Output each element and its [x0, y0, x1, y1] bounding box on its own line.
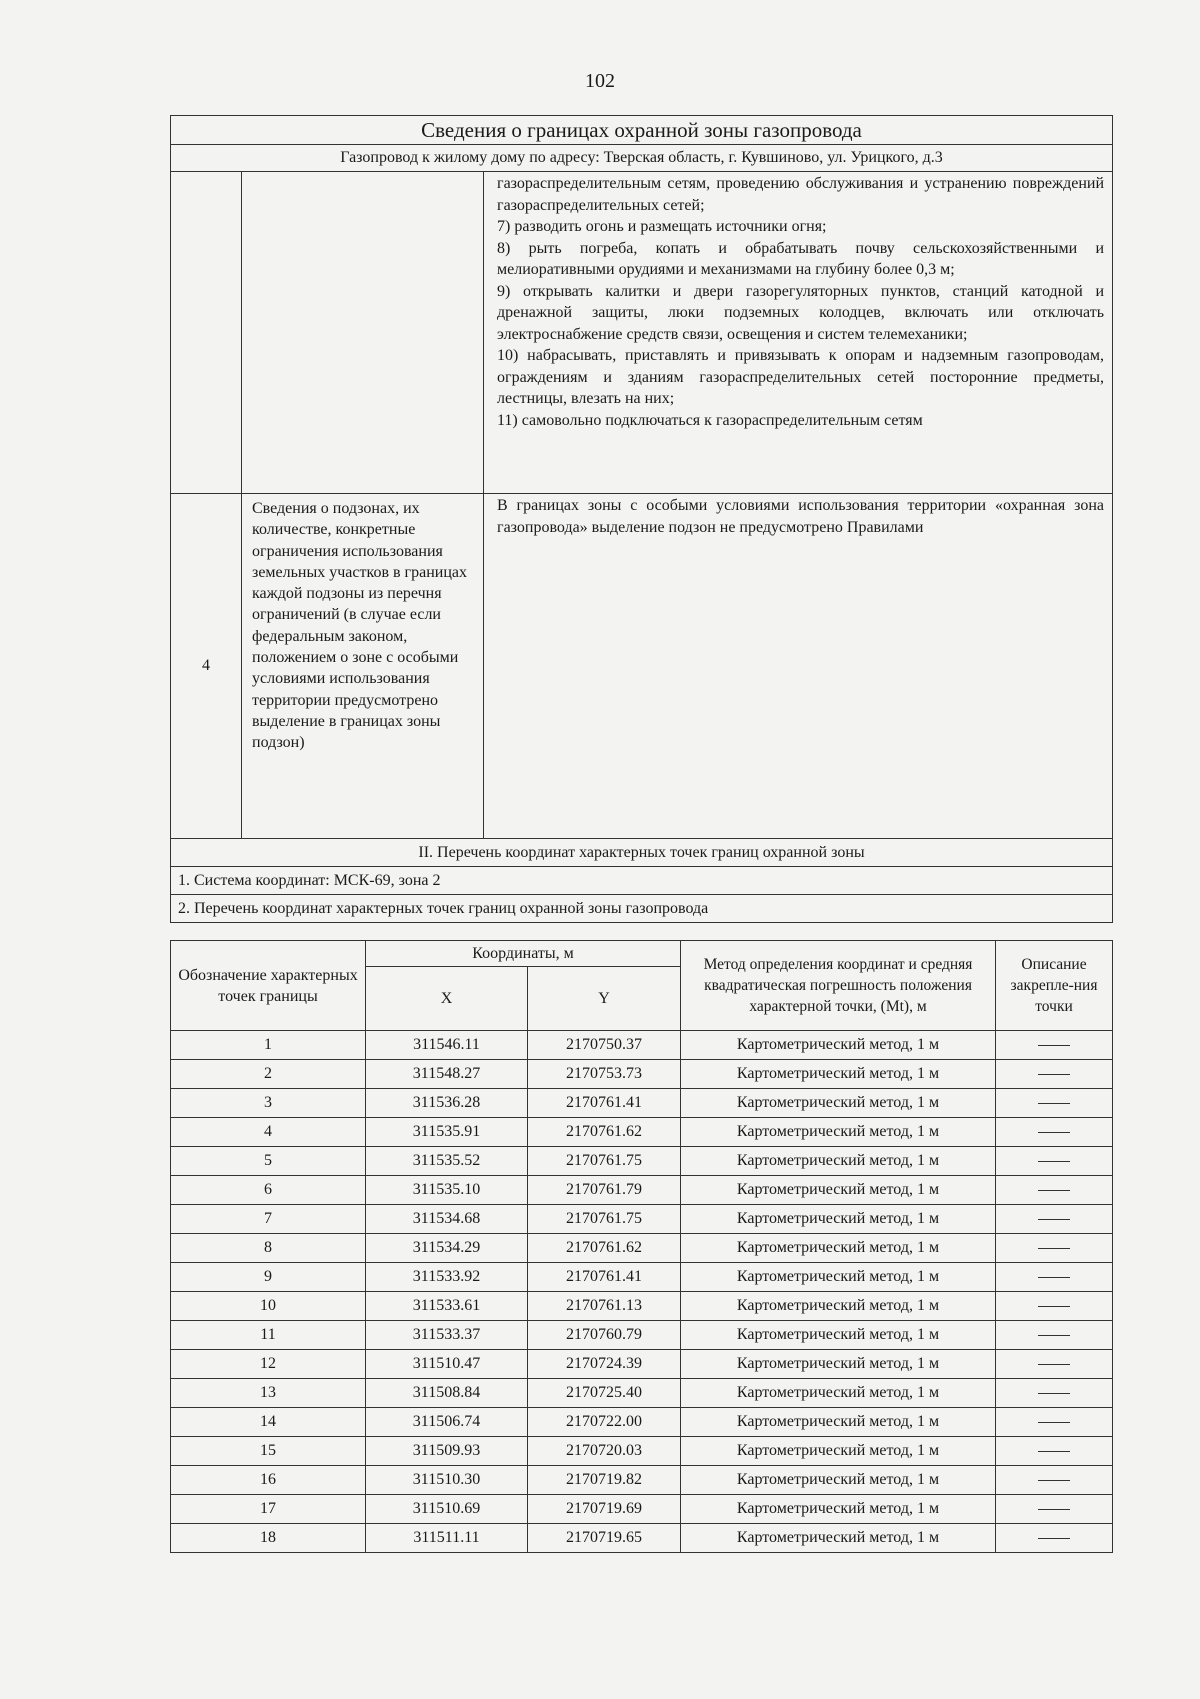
point-number: 6: [171, 1176, 366, 1205]
description-cell: [996, 1263, 1113, 1292]
dash-mark: [1038, 1451, 1070, 1452]
coord-y: 2170761.79: [528, 1176, 681, 1205]
coord-y: 2170761.75: [528, 1147, 681, 1176]
table-row: [171, 1205, 1113, 1234]
table-row: [171, 1408, 1113, 1437]
table-row: [171, 1176, 1113, 1205]
method-cell: Картометрический метод, 1 м: [681, 1321, 996, 1350]
coord-x: 311510.69: [366, 1495, 528, 1524]
coord-system: 1. Система координат: МСК-69, зона 2: [171, 867, 1113, 895]
point-number: 13: [171, 1379, 366, 1408]
coordinates-table: [170, 940, 1113, 1553]
description-cell: [996, 1524, 1113, 1553]
dash-mark: [1038, 1422, 1070, 1423]
document-title: Сведения о границах охранной зоны газопровода: [171, 116, 1113, 145]
description-cell: [996, 1321, 1113, 1350]
coordinates-header: Координаты, м: [366, 941, 681, 967]
point-number: 3: [171, 1089, 366, 1118]
point-number: 8: [171, 1234, 366, 1263]
subzones-content: В границах зоны с особыми условиями использования территории «охранная зона газопровода» выделение подзон не предусмотрено Правилами: [484, 494, 1113, 839]
description-cell: [996, 1437, 1113, 1466]
coord-y: 2170725.40: [528, 1379, 681, 1408]
point-number: 1: [171, 1031, 366, 1060]
point-number: 10: [171, 1292, 366, 1321]
table-row: [171, 1466, 1113, 1495]
coord-y: 2170719.82: [528, 1466, 681, 1495]
row-label-cont: [242, 172, 484, 494]
dash-mark: [1038, 1393, 1070, 1394]
point-number: 4: [171, 1118, 366, 1147]
row-number: 4: [171, 494, 242, 839]
point-number: 9: [171, 1263, 366, 1292]
description-cell: [996, 1408, 1113, 1437]
method-cell: Картометрический метод, 1 м: [681, 1031, 996, 1060]
coord-x: 311534.68: [366, 1205, 528, 1234]
method-cell: Картометрический метод, 1 м: [681, 1408, 996, 1437]
coord-y: 2170761.13: [528, 1292, 681, 1321]
method-cell: Картометрический метод, 1 м: [681, 1205, 996, 1234]
description-cell: [996, 1292, 1113, 1321]
restriction-line: 7) разводить огонь и размещать источники огня;: [497, 218, 827, 235]
table-row: [171, 1118, 1113, 1147]
method-cell: Картометрический метод, 1 м: [681, 1292, 996, 1321]
dash-mark: [1038, 1074, 1070, 1075]
description-cell: [996, 1176, 1113, 1205]
method-cell: Картометрический метод, 1 м: [681, 1234, 996, 1263]
coord-y: 2170753.73: [528, 1060, 681, 1089]
method-cell: Картометрический метод, 1 м: [681, 1147, 996, 1176]
dash-mark: [1038, 1538, 1070, 1539]
restriction-line: 10) набрасывать, приставлять и привязывать к опорам и надземным газопроводам, ограждениям и зданиям газораспределительных сетей посторонние предметы, лестницы, влезать на них;: [497, 347, 1105, 407]
coord-y: 2170750.37: [528, 1031, 681, 1060]
point-number: 14: [171, 1408, 366, 1437]
coord-x: 311535.91: [366, 1118, 528, 1147]
coord-x: 311533.37: [366, 1321, 528, 1350]
description-cell: [996, 1466, 1113, 1495]
method-cell: Картометрический метод, 1 м: [681, 1118, 996, 1147]
point-number: 15: [171, 1437, 366, 1466]
restrictions-content: [484, 172, 1113, 494]
coord-y: 2170720.03: [528, 1437, 681, 1466]
description-cell: [996, 1089, 1113, 1118]
point-number: 12: [171, 1350, 366, 1379]
x-header: X: [366, 967, 528, 1031]
coord-x: 311535.10: [366, 1176, 528, 1205]
method-cell: Картометрический метод, 1 м: [681, 1524, 996, 1553]
coord-y: 2170761.62: [528, 1234, 681, 1263]
coord-y: 2170724.39: [528, 1350, 681, 1379]
description-cell: [996, 1147, 1113, 1176]
dash-mark: [1038, 1219, 1070, 1220]
restriction-line: 8) рыть погреба, копать и обрабатывать почву сельскохозяйственными и мелиоративными орудиями и механизмами на глубину более 0,3 м;: [497, 239, 1105, 278]
table-row: [171, 1147, 1113, 1176]
description-cell: [996, 1379, 1113, 1408]
method-cell: Картометрический метод, 1 м: [681, 1350, 996, 1379]
coord-x: 311508.84: [366, 1379, 528, 1408]
description-cell: [996, 1234, 1113, 1263]
description-cell: [996, 1205, 1113, 1234]
coordinates-body: [171, 1031, 1113, 1553]
point-number: 7: [171, 1205, 366, 1234]
description-cell: [996, 1495, 1113, 1524]
method-cell: Картометрический метод, 1 м: [681, 1176, 996, 1205]
coord-x: 311510.47: [366, 1350, 528, 1379]
y-header: Y: [528, 967, 681, 1031]
coord-y: 2170760.79: [528, 1321, 681, 1350]
dash-mark: [1038, 1045, 1070, 1046]
method-cell: Картометрический метод, 1 м: [681, 1060, 996, 1089]
description-header: Описание закрепле-ния точки: [996, 941, 1113, 1031]
coord-y: 2170761.41: [528, 1263, 681, 1292]
dash-mark: [1038, 1335, 1070, 1336]
method-cell: Картометрический метод, 1 м: [681, 1379, 996, 1408]
dash-mark: [1038, 1190, 1070, 1191]
point-number: 16: [171, 1466, 366, 1495]
coord-y: 2170719.65: [528, 1524, 681, 1553]
designation-header: Обозначение характерных точек границы: [171, 941, 366, 1031]
restriction-line: 11) самовольно подключаться к газораспределительным сетям: [497, 411, 923, 429]
point-number: 11: [171, 1321, 366, 1350]
coord-y: 2170719.69: [528, 1495, 681, 1524]
dash-mark: [1038, 1132, 1070, 1133]
coord-x: 311533.61: [366, 1292, 528, 1321]
table-row: [171, 1234, 1113, 1263]
coord-x: 311534.29: [366, 1234, 528, 1263]
dash-mark: [1038, 1364, 1070, 1365]
dash-mark: [1038, 1480, 1070, 1481]
table-row: [171, 1350, 1113, 1379]
description-cell: [996, 1031, 1113, 1060]
restriction-line: 9) открывать калитки и двери газорегуляторных пунктов, станций катодной и дренажной защиты, люки подземных колодцев, включать или отключать электроснабжение средств связи, освещения и систем телемеханики;: [497, 282, 1105, 343]
method-cell: Картометрический метод, 1 м: [681, 1089, 996, 1118]
method-header: Метод определения координат и средняя квадратическая погрешность положения характерной точки, (Mt), м: [681, 941, 996, 1031]
table-row: [171, 1524, 1113, 1553]
point-number: 18: [171, 1524, 366, 1553]
dash-mark: [1038, 1161, 1070, 1162]
table-row: [171, 1263, 1113, 1292]
point-number: 17: [171, 1495, 366, 1524]
section-title: II. Перечень координат характерных точек границ охранной зоны: [171, 839, 1113, 867]
table-row: [171, 1379, 1113, 1408]
row-number-cont: [171, 172, 242, 494]
coord-x: 311536.28: [366, 1089, 528, 1118]
coord-x: 311533.92: [366, 1263, 528, 1292]
coord-x: 311506.74: [366, 1408, 528, 1437]
table-row: [171, 1437, 1113, 1466]
restriction-line: газораспределительным сетям, проведению обслуживания и устранению повреждений газораспределительных сетей;: [497, 175, 1105, 214]
coord-y: 2170761.41: [528, 1089, 681, 1118]
dash-mark: [1038, 1277, 1070, 1278]
coord-x: 311548.27: [366, 1060, 528, 1089]
page-number: 102: [585, 70, 615, 92]
description-cell: [996, 1060, 1113, 1089]
coord-x: 311510.30: [366, 1466, 528, 1495]
coord-x: 311535.52: [366, 1147, 528, 1176]
coord-y: 2170761.62: [528, 1118, 681, 1147]
method-cell: Картометрический метод, 1 м: [681, 1437, 996, 1466]
table-row: [171, 1089, 1113, 1118]
method-cell: Картометрический метод, 1 м: [681, 1495, 996, 1524]
table-row: [171, 1321, 1113, 1350]
table-row: [171, 1060, 1113, 1089]
coord-list-title: 2. Перечень координат характерных точек границ охранной зоны газопровода: [171, 895, 1113, 923]
table-row: [171, 1292, 1113, 1321]
coord-x: 311509.93: [366, 1437, 528, 1466]
description-cell: [996, 1118, 1113, 1147]
coord-y: 2170761.75: [528, 1205, 681, 1234]
coord-x: 311546.11: [366, 1031, 528, 1060]
point-number: 5: [171, 1147, 366, 1176]
dash-mark: [1038, 1509, 1070, 1510]
subzones-label: Сведения о подзонах, их количестве, конкретные ограничения использования земельных участков в границах каждой подзоны из перечня ограничений (в случае если федеральным законом, положением о зоне с особыми условиями использования территории предусмотрено выделение в границах зоны подзон): [242, 494, 484, 839]
table-row: [171, 1031, 1113, 1060]
point-number: 2: [171, 1060, 366, 1089]
zone-info-table: [170, 115, 1113, 923]
coord-y: 2170722.00: [528, 1408, 681, 1437]
coord-x: 311511.11: [366, 1524, 528, 1553]
document-subtitle: Газопровод к жилому дому по адресу: Тверская область, г. Кувшиново, ул. Урицкого, д.3: [171, 145, 1113, 172]
description-cell: [996, 1350, 1113, 1379]
dash-mark: [1038, 1306, 1070, 1307]
dash-mark: [1038, 1248, 1070, 1249]
table-row: [171, 1495, 1113, 1524]
dash-mark: [1038, 1103, 1070, 1104]
method-cell: Картометрический метод, 1 м: [681, 1466, 996, 1495]
method-cell: Картометрический метод, 1 м: [681, 1263, 996, 1292]
